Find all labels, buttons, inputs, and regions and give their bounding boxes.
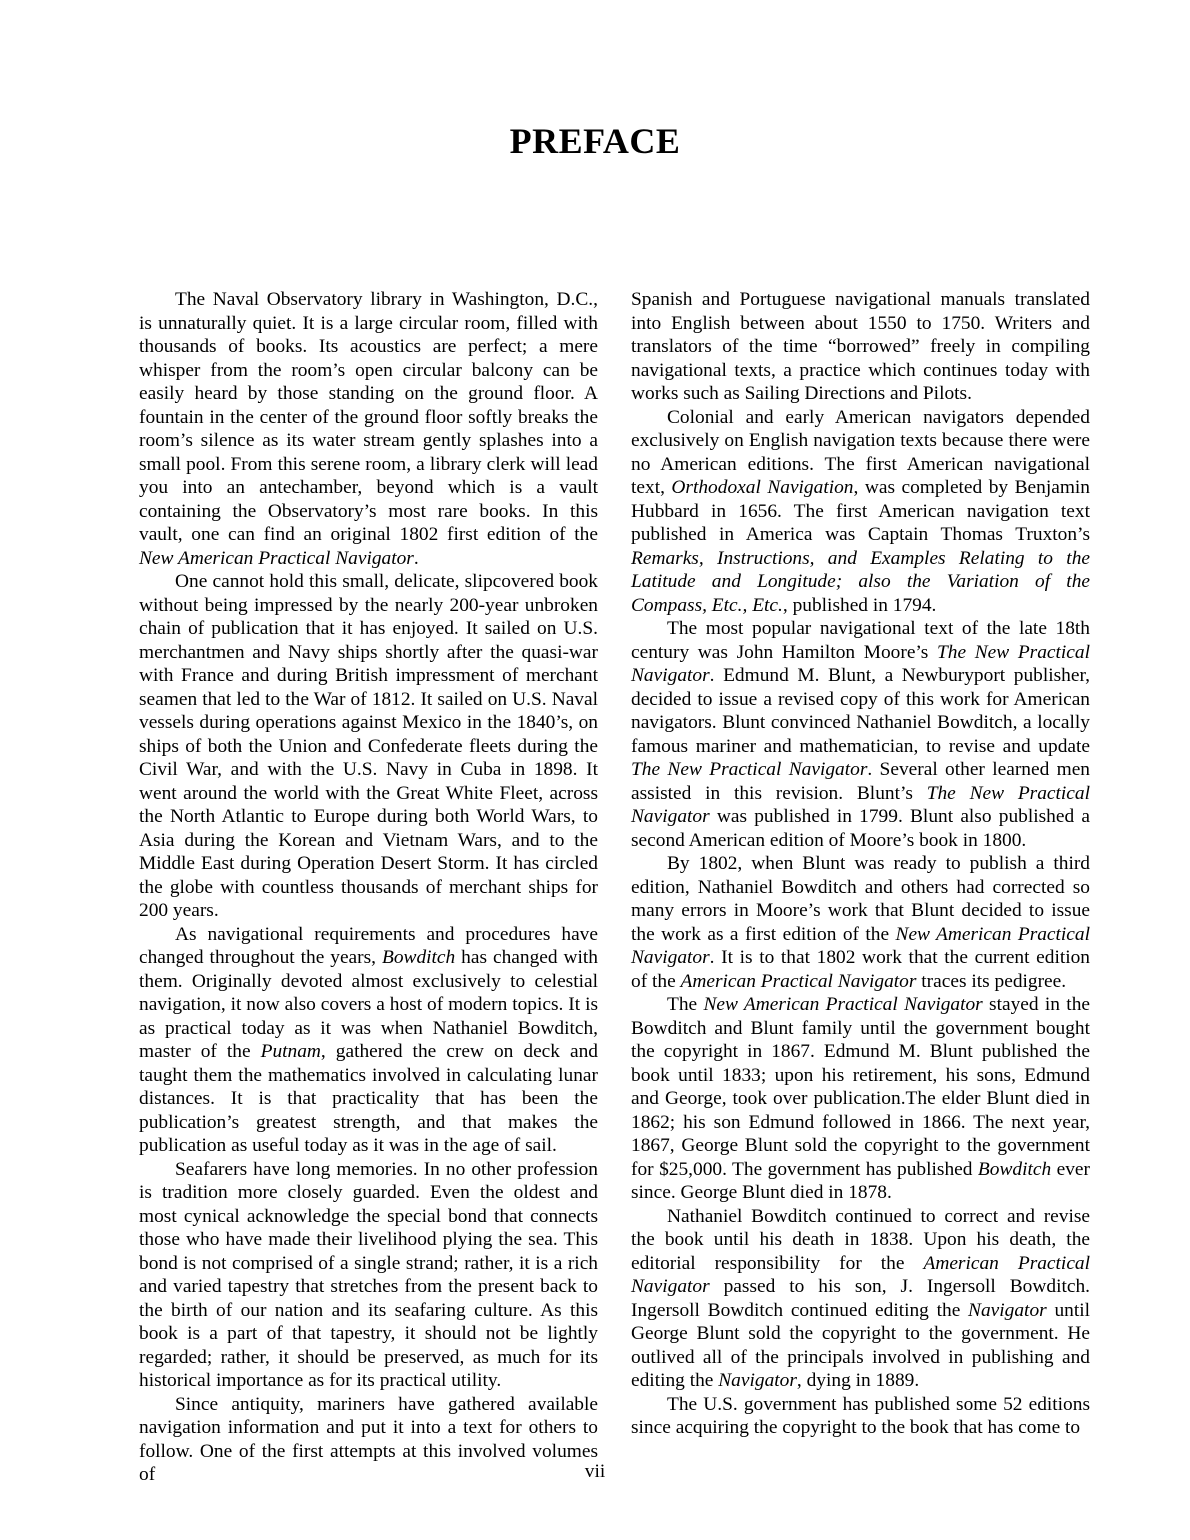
paragraph: The New American Practical Navigator stayed in the Bowditch and Blunt family until the government bought the copyright in 1867. Edmund M. Blunt published the book until 1833; upon his retirement, his sons, Edmund and George, took over publication.The elder Blunt died in 1862; his son Edmund followed in 1866. The next year, 1867, George Blunt sold the copyright to the government for $25,000. The government has published Bowditch ever since. George Blunt died in 1878. [631,994,1090,1203]
paragraph: By 1802, when Blunt was ready to publish a third edition, Nathaniel Bowditch and others had corrected so many errors in Moore’s work that Blunt decided to issue the work as a first edition of the New American Practical Navigator. It is to that 1802 work that the current edition of the American Practical Navigator traces its pedigree. [631,853,1090,992]
paragraph: One cannot hold this small, delicate, slipcovered book without being impressed by the nearly 200-year unbroken chain of publication that it has enjoyed. It sailed on U.S. merchantmen and Navy ships shortly after the quasi-war with France and during British impressment of merchant seamen that led to the War of 1812. It sailed on U.S. Naval vessels during operations against Mexico in the 1840’s, on ships of both the Union and Confederate fleets during the Civil War, and with the U.S. Navy in Cuba in 1898. It went around the world with the Great White Fleet, across the North Atlantic to Europe during both World Wars, to Asia during the Korean and Vietnam Wars, and to the Middle East during Operation Desert Storm. It has circled the globe with countless thousands of merchant ships for 200 years. [139,571,598,921]
paragraph: Colonial and early American navigators depended exclusively on English navigation texts because there were no American editions. The first American navigational text, Orthodoxal Navigation, was completed by Benjamin Hubbard in 1656. The first American navigation text published in America was Captain Thomas Truxton’s Remarks, Instructions, and Examples Relating to the Latitude and Longitude; also the Variation of the Compass, Etc., Etc., published in 1794. [631,406,1090,616]
page-number: vii [584,1461,606,1482]
paragraph: Spanish and Portuguese navigational manuals translated into English between about 1550 to 1750. Writers and translators of the time “borrowed” freely in compiling navigational texts, a practice which continues today with works such as Sailing Directions and Pilots. [631,289,1090,404]
left-column [139,288,598,1487]
paragraph: Nathaniel Bowditch continued to correct and revise the book until his death in 1838. Upon his death, the editorial responsibility for the American Practical Navigator passed to his son, J. Ingersoll Bowditch. Ingersoll Bowditch continued editing the Navigator until George Blunt sold the copyright to the government. He outlived all of the principals involved in publishing and editing the Navigator, dying in 1889. [631,1205,1091,1391]
paragraph: The Naval Observatory library in Washington, D.C., is unnaturally quiet. It is a large circular room, filled with thousands of books. Its acoustics are perfect; a mere whisper from the room’s open circular balcony can be easily heard by those standing on the ground floor. A fountain in the center of the ground floor softly breaks the room’s silence as its water stream gently splashes into a small pool. From this serene room, a library clerk will lead you into an antechamber, beyond which is a vault containing the Observatory’s most rare books. In this vault, one can find an original 1802 first edition of the New American Practical Navigator. [139,289,598,569]
paragraph: Seafarers have long memories. In no other profession is tradition more closely guarded. Even the oldest and most cynical acknowledge the special bond that connects those who have made their livelihood plying the sea. This bond is not comprised of a single strand; rather, it is a rich and varied tapestry that stretches from the present back to the birth of our nation and its seafaring culture. As this book is a part of that tapestry, it should not be lightly regarded; rather, it should be preserved, as much for its historical importance as for its practical utility. [139,1158,598,1391]
paragraph: The most popular navigational text of the late 18th century was John Hamilton Moore’s The New Practical Navigator. Edmund M. Blunt, a Newburyport publisher, decided to issue a revised copy of this work for American navigators. Blunt convinced Nathaniel Bowditch, a locally famous mariner and mathematician, to revise and update The New Practical Navigator. Several other learned men assisted in this revision. Blunt’s The New Practical Navigator was published in 1799. Blunt also published a second American edition of Moore’s book in 1800. [631,618,1090,851]
paragraph: As navigational requirements and procedures have changed throughout the years, Bowditch has changed with them. Originally devoted almost exclusively to celestial navigation, it now also covers a host of modern topics. It is as practical today as it was when Nathaniel Bowditch, master of the Putnam, gathered the crew on deck and taught them the mathematics involved in calculating lunar distances. It is that practicality that has been the publication’s greatest strength, and that makes the publication as useful today as it was in the age of sail. [139,923,598,1156]
paragraph: The U.S. government has published some 52 editions since acquiring the copyright to the book that has come to [631,1393,1090,1438]
page-title: PREFACE [509,121,681,161]
paragraph: Since antiquity, mariners have gathered available navigation information and put it into a text for others to follow. One of the first attempts at this involved volumes of [139,1393,598,1485]
right-column [631,288,1090,1440]
